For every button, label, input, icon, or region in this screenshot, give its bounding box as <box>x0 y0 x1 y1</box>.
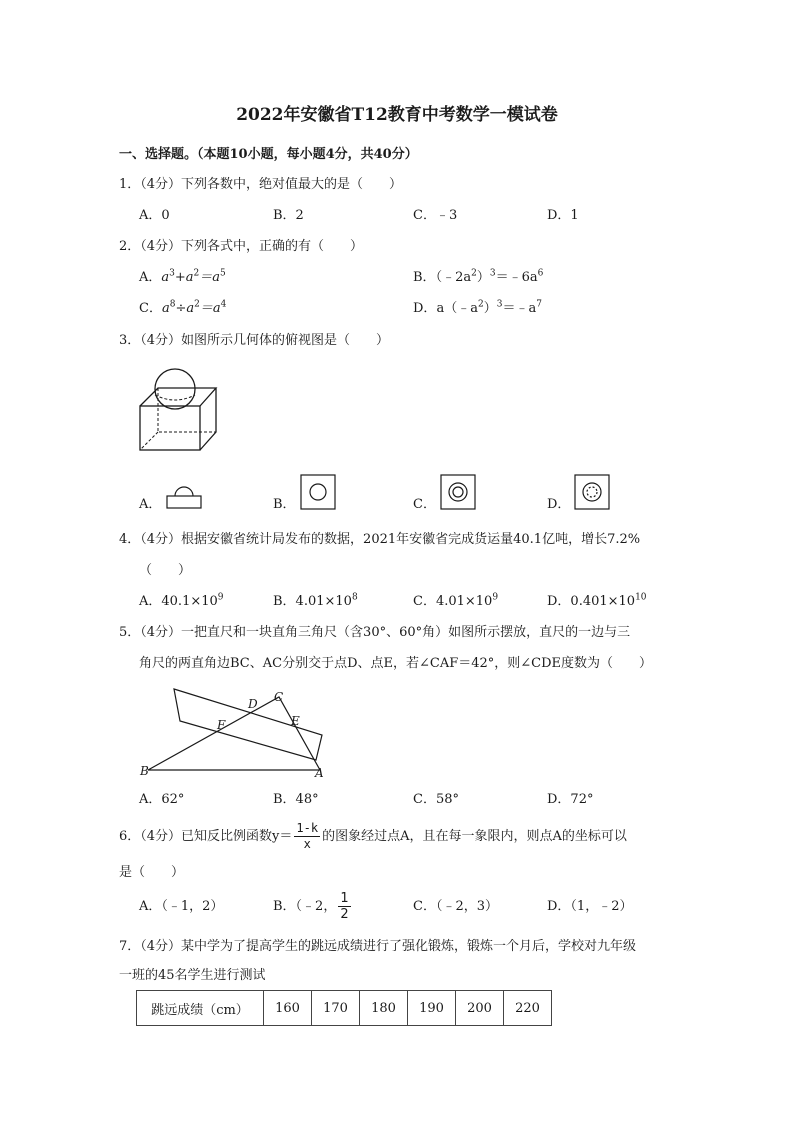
q5-label-b: B <box>140 764 149 778</box>
q2-option-b[interactable]: B．$(﹣2a^2)^3=﹣6a^6$ <box>413 268 544 285</box>
q3-solid-figure <box>130 360 230 460</box>
q6-option-a[interactable]: A．（﹣1，2） <box>139 899 224 914</box>
table-cell: 220 <box>504 991 552 1026</box>
question-4-stem-cont: （ ） <box>139 563 192 578</box>
q5-label-c: C <box>274 690 284 704</box>
q3-option-a-figure[interactable] <box>165 478 205 510</box>
q5-label-d: D <box>248 697 258 711</box>
q6-option-d[interactable]: D．（1，﹣2） <box>547 899 633 914</box>
q4-option-c[interactable]: C．$4.01\times 10^9$ <box>413 592 499 609</box>
question-2-stem: 2．（4分）下列各式中，正确的有（ ） <box>119 239 364 254</box>
question-5-stem: 5．（4分）一把直尺和一块直角三角尺（含30°、60°角）如图所示摆放，直尺的一边与三 <box>119 625 631 640</box>
q6-fraction: $\frac{1-k}{x}$ <box>296 821 319 851</box>
section-heading: 一、选择题。（本题10小题，每小题4分，共40分） <box>119 147 418 162</box>
q1-option-d[interactable]: D．1 <box>547 208 579 223</box>
q4-option-b[interactable]: B．$4.01\times 10^8$ <box>273 592 358 609</box>
table-cell: 190 <box>408 991 456 1026</box>
q3-option-c[interactable]: C． <box>413 497 436 512</box>
question-6-stem: 6．（4分）已知反比例函数y＝ $\frac{1-k}{x}$ 的图象经过点A，且在每一象限内，则点A的坐标可以 <box>119 821 627 851</box>
table-header-cell: 跳远成绩（cm） <box>137 991 264 1026</box>
q6-option-c[interactable]: C．（﹣2，3） <box>413 899 498 914</box>
table-cell: 180 <box>360 991 408 1026</box>
q5-label-e: E <box>291 714 300 728</box>
table-cell: 160 <box>264 991 312 1026</box>
q5-option-c[interactable]: C．58° <box>413 792 459 807</box>
q4-option-d[interactable]: D．$0.401\times 10^{10}$ <box>547 592 647 609</box>
q2-option-d[interactable]: D．$a(﹣a^2)^3=﹣a^7$ <box>413 299 542 316</box>
q1-option-c[interactable]: C．﹣3 <box>413 208 458 223</box>
q6-option-b[interactable]: B．（﹣2， $\frac{1}{2}$ <box>273 891 349 922</box>
q3-option-d[interactable]: D． <box>547 497 571 512</box>
question-4-stem: 4．（4分）根据安徽省统计局发布的数据，2021年安徽省完成货运量40.1亿吨，增长7.2% <box>119 532 641 547</box>
question-7-stem-cont: 一班的45名学生进行测试 <box>119 968 266 983</box>
question-5-stem-cont: 角尺的两直角边BC、AC分别交于点D、点E，若∠CAF＝42°，则∠CDE度数为（ ） <box>139 656 653 671</box>
question-6-stem-cont: 是（ ） <box>119 865 185 880</box>
table-row <box>137 991 552 1026</box>
q5-option-a[interactable]: A．62° <box>139 792 185 807</box>
table-cell: 200 <box>456 991 504 1026</box>
q3-option-b-figure[interactable] <box>300 474 336 510</box>
table-cell: 170 <box>312 991 360 1026</box>
q2-option-a[interactable]: A．$a^3+a^2=a^5$ <box>139 268 226 285</box>
question-3-stem: 3．（4分）如图所示几何体的俯视图是（ ） <box>119 333 390 348</box>
q5-ruler-triangle-figure <box>138 685 338 785</box>
q3-option-c-figure[interactable] <box>440 474 476 510</box>
q1-option-a[interactable]: A．0 <box>139 208 170 223</box>
q1-option-b[interactable]: B．2 <box>273 208 304 223</box>
q5-option-b[interactable]: B．48° <box>273 792 319 807</box>
question-1-stem: 1．（4分）下列各数中，绝对值最大的是（ ） <box>119 177 403 192</box>
q5-label-f: F <box>217 718 226 732</box>
question-7-stem: 7．（4分）某中学为了提高学生的跳远成绩进行了强化锻炼，锻炼一个月后，学校对九年级 <box>119 939 637 954</box>
q3-option-b[interactable]: B． <box>273 497 296 512</box>
q5-option-d[interactable]: D．72° <box>547 792 594 807</box>
q3-option-a[interactable]: A． <box>139 497 162 512</box>
q5-label-a: A <box>315 766 324 780</box>
q3-option-d-figure[interactable] <box>574 474 610 510</box>
q7-score-table <box>136 990 552 1026</box>
page-title: 2022年安徽省T12教育中考数学一模试卷 <box>236 105 558 125</box>
q4-option-a[interactable]: A．$40.1\times 10^9$ <box>139 592 224 609</box>
q2-option-c[interactable]: C．$a^8\div a^2=a^4$ <box>139 299 227 316</box>
